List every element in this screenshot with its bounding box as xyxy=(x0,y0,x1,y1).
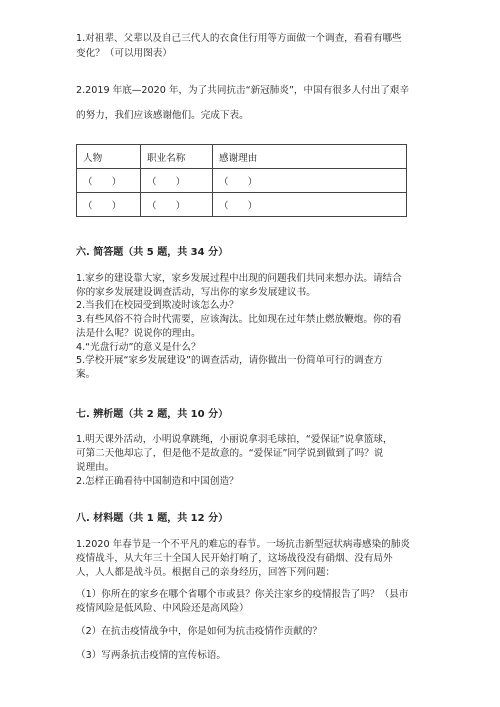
section-8-sub1-line: 疫情风险是低风险、中风险还是高风险） xyxy=(76,603,249,614)
section-7-line: 可第二天他却忘了，但是他不是故意的。“爱保证”同学说到做到了吗？说 xyxy=(76,448,384,459)
question-5-1-line-2: 变化？（可以用图表） xyxy=(76,48,172,59)
section-8-sub2: （2）在抗击疫情战争中，你是如何为抗击疫情作贡献的？ xyxy=(76,626,322,637)
section-6-line: 3.有些风俗不符合时代需要，应该淘汰。比如现在过年禁止燃放鞭炮。你的看 xyxy=(76,314,402,325)
table-cell: （ ） xyxy=(141,169,213,193)
table-row xyxy=(77,169,407,193)
question-5-1-line-1: 1.对祖辈、父辈以及自己三代人的衣食住行用等方面做一个调查，看看有哪些 xyxy=(76,33,402,44)
section-8-sub1-line: （1）你所在的家乡在哪个省哪个市或县？你关注家乡的疫情报告了吗？（县市 xyxy=(76,589,409,600)
section-6-line: 法是什么呢？说说你的理由。 xyxy=(76,328,201,339)
table-header-person: 人物 xyxy=(77,145,141,169)
section-8-intro-line: 人，人人都是战斗员。根据自己的亲身经历，回答下列问题： xyxy=(76,567,336,578)
section-8-title: 八. 材料题（共 1 题，共 12 分） xyxy=(76,513,229,524)
section-6-line: 5.学校开展“家乡发展建设”的调查活动，请你做出一份简单可行的调查方 xyxy=(76,355,383,366)
section-6-title: 六. 简答题（共 5 题，共 34 分） xyxy=(76,247,229,258)
section-8-intro-line: 1.2020 年春节是一个不平凡的难忘的春节。一场抗击新型冠状病毒感染的肺炎 xyxy=(76,539,411,550)
table-row xyxy=(77,193,407,217)
table-cell: （ ） xyxy=(77,169,141,193)
section-8-intro-line: 疫情战斗，从大年三十全国人民开始打响了，这场战役没有硝烟、没有局外 xyxy=(76,553,393,564)
section-6-line: 你的家乡发展建设调查活动，写出你的家乡发展建议书。 xyxy=(76,287,316,298)
section-6-line: 4.“光盘行动”的意义是什么？ xyxy=(76,342,201,353)
question-5-2-line-1: 2.2019 年底—2020 年，为了共同抗击“新冠肺炎”，中国有很多人付出了艰辛 xyxy=(76,85,410,96)
table-cell: （ ） xyxy=(141,193,213,217)
section-6-line: 案。 xyxy=(76,369,96,380)
section-7-line: 2.怎样正确看待中国制造和中国创造？ xyxy=(76,476,239,487)
question-5-2-line-2: 的努力，我们应该感谢他们。完成下表。 xyxy=(76,110,249,121)
section-8-sub3: （3）写两条抗击疫情的宣传标语。 xyxy=(76,650,227,661)
thanks-table xyxy=(76,144,407,217)
section-7-line: 1.明天课外活动，小明说拿跳绳，小丽说拿羽毛球拍，“爱保证”说拿篮球， xyxy=(76,434,393,445)
table-cell: （ ） xyxy=(213,169,407,193)
table-header-reason: 感谢理由 xyxy=(213,145,407,169)
section-7-line: 说理由。 xyxy=(76,462,115,473)
table-header-occupation: 职业名称 xyxy=(141,145,213,169)
section-6-line: 2.当我们在校园受到欺凌时该怎么办？ xyxy=(76,300,239,311)
section-7-title: 七. 辨析题（共 2 题，共 10 分） xyxy=(76,409,229,420)
section-6-line: 1.家乡的建设靠大家，家乡发展过程中出现的问题我们共同来想办法。请结合 xyxy=(76,273,402,284)
table-header-row xyxy=(77,145,407,169)
table-cell: （ ） xyxy=(77,193,141,217)
table-cell: （ ） xyxy=(213,193,407,217)
